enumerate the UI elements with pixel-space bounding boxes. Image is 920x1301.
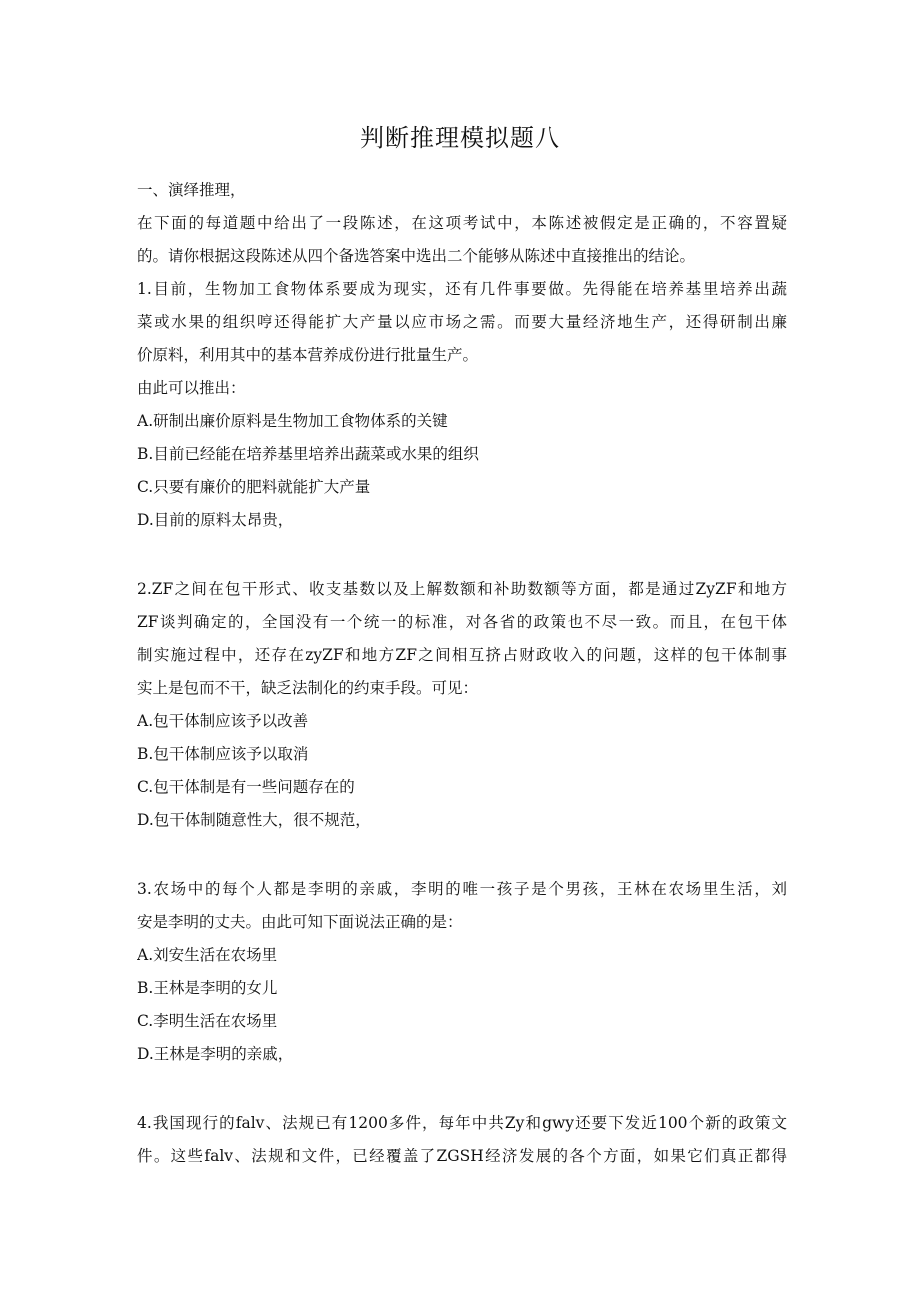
question-stem-line: 2.ZF之间在包干形式、收支基数以及上解数额和补助数额等方面，都是通过ZyZF和地方 xyxy=(137,580,787,598)
question-prompt: 由此可以推出： xyxy=(137,379,246,397)
option-c: C.李明生活在农场里 xyxy=(137,1012,278,1030)
option-d: D.包干体制随意性大，很不规范， xyxy=(137,811,371,829)
document-body xyxy=(137,174,787,1173)
question-stem-line: 件。这些falv、法规和文件，已经覆盖了ZGSH经济发展的各个方面，如果它们真正都得 xyxy=(137,1147,787,1165)
question-stem-line: 4.我国现行的falv、法规已有1200多件，每年中共Zy和gwy还要下发近100个新的政策文 xyxy=(137,1114,787,1132)
question-4 xyxy=(137,1107,787,1173)
question-stem-line: 实上是包而不干，缺乏法制化的约束手段。可见： xyxy=(137,679,479,697)
option-c: C.包干体制是有一些问题存在的 xyxy=(137,778,355,796)
option-b: B.包干体制应该予以取消 xyxy=(137,745,309,763)
option-c: C.只要有廉价的肥料就能扩大产量 xyxy=(137,478,371,496)
option-d: D.目前的原料太昂贵， xyxy=(137,511,294,529)
intro-line: 的。请你根据这段陈述从四个备选答案中选出二个能够从陈述中直接推出的结论。 xyxy=(137,247,696,265)
section-heading: 一、演绎推理， xyxy=(137,181,246,199)
intro-line: 在下面的每道题中给出了一段陈述，在这项考试中，本陈述被假定是正确的，不容置疑 xyxy=(137,214,787,232)
question-3 xyxy=(137,873,787,1071)
option-a: A.刘安生活在农场里 xyxy=(137,946,278,964)
option-a: A.包干体制应该予以改善 xyxy=(137,712,309,730)
paragraph-gap xyxy=(137,1071,787,1107)
option-b: B.目前已经能在培养基里培养出蔬菜或水果的组织 xyxy=(137,445,479,463)
question-stem-line: 制实施过程中，还存在zyZF和地方ZF之间相互挤占财政收入的问题，这样的包干体制事 xyxy=(137,646,787,664)
paragraph-gap xyxy=(137,837,787,873)
page-title: 判断推理模拟题八 xyxy=(360,124,560,152)
question-2 xyxy=(137,573,787,837)
question-stem-line: ZF谈判确定的，全国没有一个统一的标准，对各省的政策也不尽一致。而且，在包干体 xyxy=(137,613,787,631)
question-stem-line: 价原料，利用其中的基本营养成份进行批量生产。 xyxy=(137,346,479,364)
question-stem-line: 菜或水果的组织哼还得能扩大产量以应市场之需。而要大量经济地生产，还得研制出廉 xyxy=(137,313,787,331)
paragraph-gap xyxy=(137,537,787,573)
question-stem-line: 1.目前，生物加工食物体系要成为现实，还有几件事要做。先得能在培养基里培养出蔬 xyxy=(137,280,787,298)
option-a: A.研制出廉价原料是生物加工食物体系的关键 xyxy=(137,412,448,430)
question-1 xyxy=(137,273,787,537)
option-b: B.王林是李明的女儿 xyxy=(137,979,278,997)
question-stem-line: 安是李明的丈夫。由此可知下面说法正确的是： xyxy=(137,913,463,931)
option-d: D.王林是李明的亲戚， xyxy=(137,1045,294,1063)
question-stem-line: 3.农场中的每个人都是李明的亲戚，李明的唯一孩子是个男孩，王林在农场里生活，刘 xyxy=(137,880,787,898)
